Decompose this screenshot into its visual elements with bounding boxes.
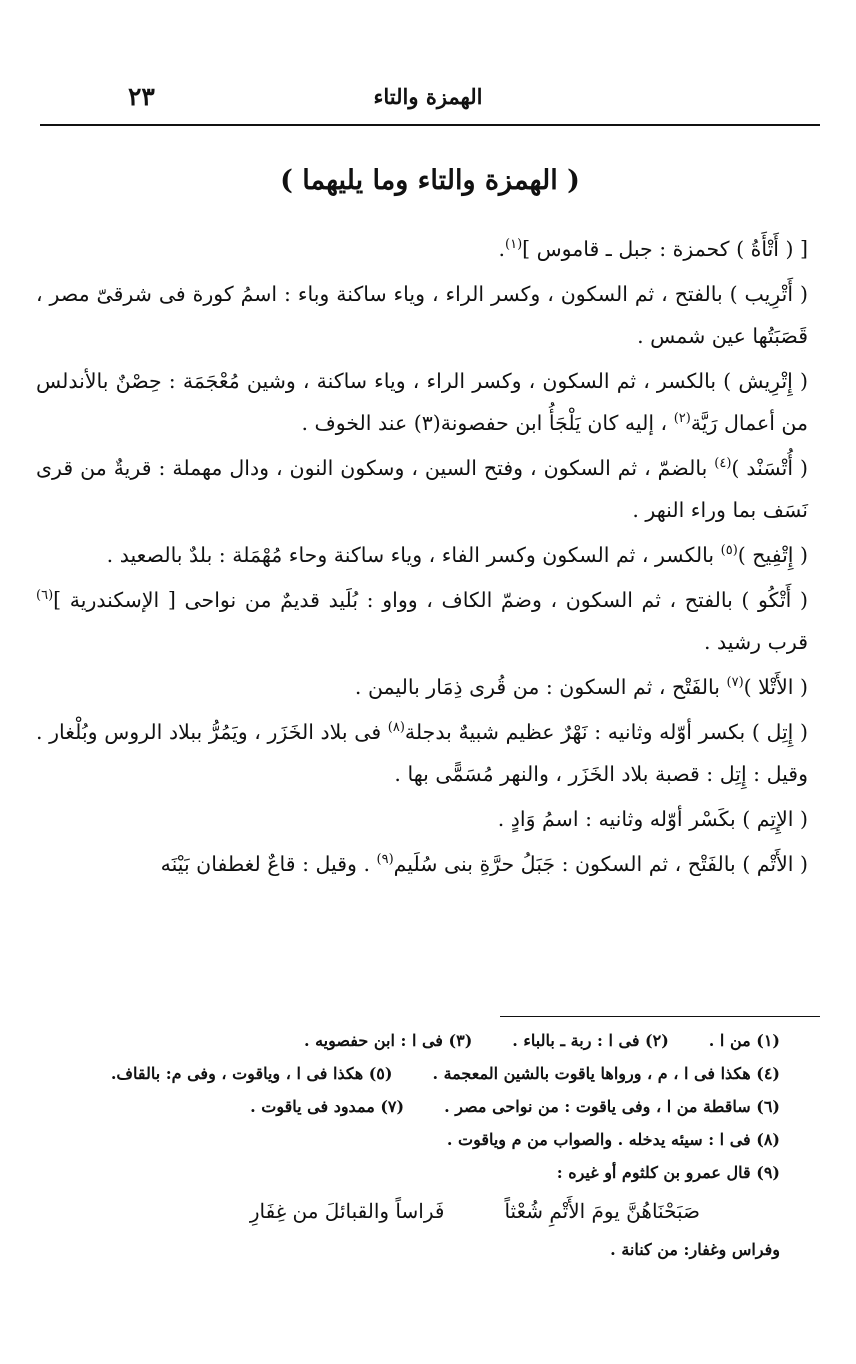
entry-itim [36, 798, 808, 840]
footnote-2: (٢) فى ا : ربة ـ بالباء . [512, 1031, 669, 1050]
poetry-verse [40, 1189, 780, 1233]
footnote-ref: (٤) [714, 456, 732, 472]
entry-tail: بالفَتْح ، ثم السكون : من قُرى ذِمَار باليمن . [354, 675, 720, 699]
footnote-4: (٤) هكذا فى ا ، م ، ورواها ياقوت بالشين المعجمة . [432, 1064, 780, 1083]
entry-tail: فى بلاد الخَزَر ، ويَمُرُّ ببلاد الروس وبُلْغار . وقيل : إِتِل : قصبة بلاد الخَزَر ، والنهر مُسَمًّى بها . [36, 720, 808, 786]
footnote-ref: (٥) [720, 543, 738, 559]
entry-text: ( أُتْسَنْد ) [731, 456, 808, 480]
footnote-3: (٣) فى ا : ابن حفصويه . [303, 1031, 473, 1050]
dictionary-entries [36, 228, 808, 888]
footnote-row-2 [40, 1057, 780, 1090]
entry-itrish [36, 360, 808, 444]
footnote-9-gloss: وفراس وغفار: من كنانة . [610, 1240, 780, 1259]
entry-ata [36, 228, 808, 270]
entry-atku [36, 579, 808, 663]
footnote-ref: (٧) [726, 675, 744, 691]
entry-text: ( الأَتْلا ) [743, 675, 808, 699]
entry-text: ( إِتِل ) بكسر أوّله وثانيه : نَهْرٌ عظيم شبيهٌ بدجلة [404, 720, 808, 744]
entry-tail: قرب رشيد . [704, 630, 808, 654]
entry-tail: ، إليه كان يَلْجَأُ ابن حفصونة(٣) عند الخوف . [301, 411, 668, 435]
footnote-ref: (٢) [673, 411, 691, 427]
footnote-rule [500, 1016, 820, 1017]
entry-text: ( الإِتِم ) بكَسْر أوّله وثانيه : اسمُ وَادٍ . [497, 807, 808, 831]
verse-first-hemistich: صَبَحْنَاهُنَّ يومَ الأَتْمِ شُعْثاً [504, 1199, 700, 1223]
entry-text: ( أَتْرِيب ) بالفتح ، ثم السكون ، وكسر الراء ، وياء ساكنة وباء : اسمُ كورة فى شرقىّ مصر ، قَصَبَتُها عين شمس . [36, 282, 808, 348]
footnote-9: (٩) قال عمرو بن كلثوم أو غيره : [556, 1163, 780, 1182]
footnote-1: (١) من ا . [708, 1031, 780, 1050]
entry-atrib [36, 273, 808, 357]
footnote-7: (٧) ممدود فى ياقوت . [250, 1097, 405, 1116]
section-heading: ( الهمزة والتاء وما يليهما ) [280, 165, 580, 196]
footnote-row-1 [40, 1024, 780, 1057]
entry-itil [36, 711, 808, 795]
entry-atla [36, 666, 808, 708]
entry-tail: بالضمّ ، ثم السكون ، وفتح السين ، وسكون النون ، ودال مهملة : قريةٌ من قرى نَسَف بما وراء النهر . [36, 456, 808, 522]
footnote-ref: (٦) [36, 588, 54, 604]
entry-text: ( أَتْكُو ) بالفتح ، ثم السكون ، وضمّ الكاف ، وواو : بُلَيد قديمٌ من نواحى [ الإسكندرية ] [53, 588, 808, 612]
running-header [40, 78, 816, 118]
entry-tail: بالكسر ، ثم السكون وكسر الفاء ، وياء ساكنة وحاء مُهْمَلة : بلدٌ بالصعيد . [106, 543, 715, 567]
page-number: ٢٣ [128, 82, 155, 111]
running-title: الهمزة والتاء [373, 84, 483, 109]
footnote-8: (٨) فى ا : سيئه يدخله . والصواب من م وياقوت . [446, 1130, 780, 1149]
entry-text: ( الأَتْم ) بالفَتْح ، ثم السكون : جَبَلُ حرَّةِ بنى سُلَيم [393, 852, 808, 876]
footnotes [40, 1024, 780, 1266]
entry-atm [36, 843, 808, 885]
footnote-5: (٥) هكذا فى ا ، وياقوت ، وفى م: بالقاف. [110, 1064, 393, 1083]
footnote-row-3 [40, 1090, 780, 1123]
entry-text: ( إِتْرِيش ) بالكسر ، ثم السكون ، وكسر الراء ، وياء ساكنة ، وشين مُعْجَمَة : حِصْنٌ بالأندلس من أعمال رَيَّة [36, 369, 808, 435]
verse-second-hemistich: فَراساً والقبائلَ من غِفَارِ [249, 1199, 445, 1223]
entry-text: ( إِتْفِيح ) [737, 543, 808, 567]
entry-itfih [36, 534, 808, 576]
footnote-ref: (٩) [376, 852, 394, 868]
entry-tail: . وقيل : قاعٌ لغطفان بَيْنَه [160, 852, 370, 876]
footnote-ref: (١) [505, 237, 523, 253]
header-rule [40, 124, 820, 126]
footnote-6: (٦) ساقطة من ا ، وفى ياقوت : من نواحى مصر . [444, 1097, 780, 1116]
entry-text: [ ( أَتْأَةُ ) كحمزة : جبل ـ قاموس ] [522, 237, 808, 261]
entry-tail: . [498, 237, 505, 261]
entry-atsand [36, 447, 808, 531]
footnote-ref: (٨) [387, 720, 405, 736]
